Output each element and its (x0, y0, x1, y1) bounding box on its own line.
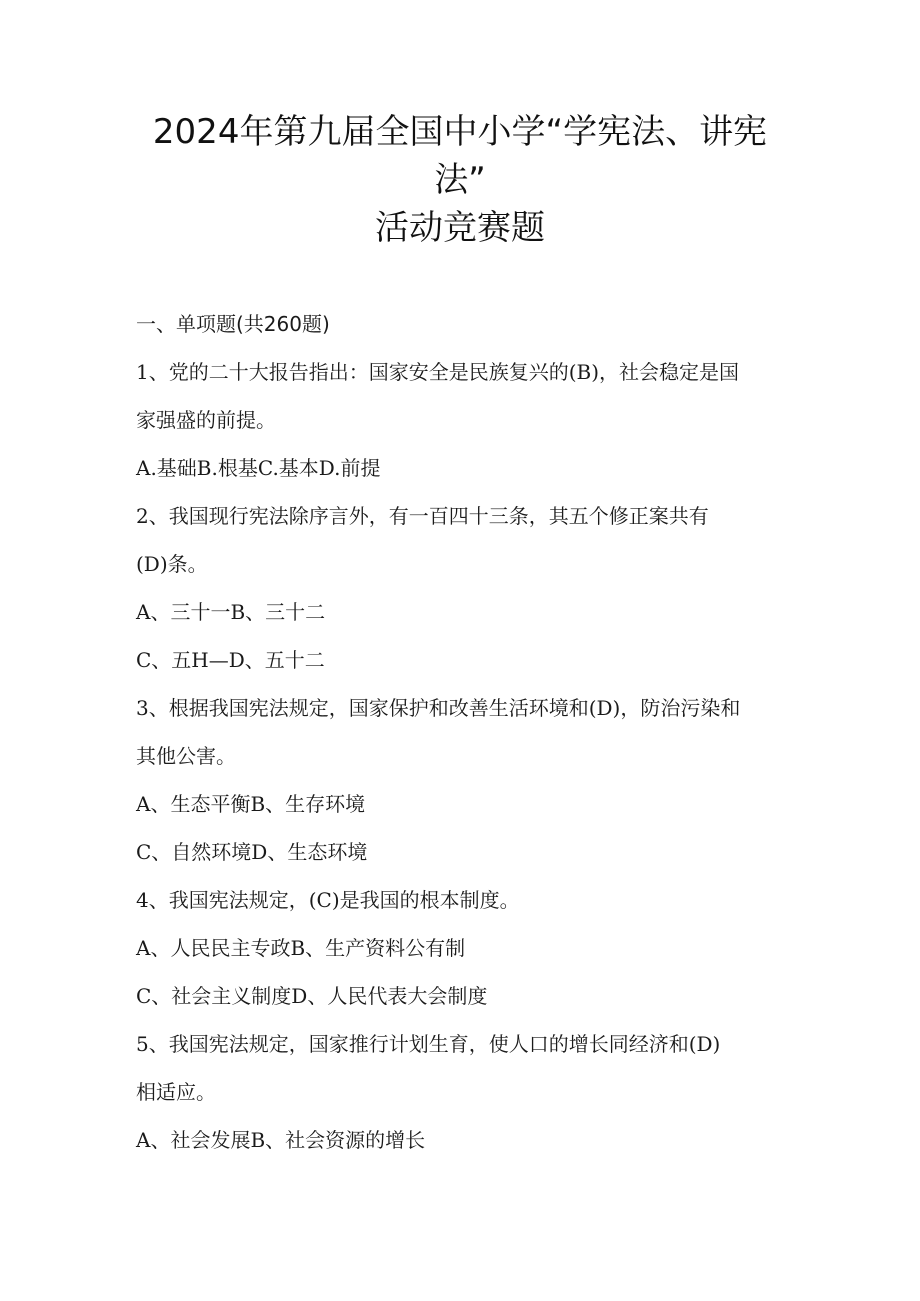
question-3-options-cd: C、自然环境D、生态环境 (136, 840, 368, 864)
question-4-line-1: 4、我国宪法规定，(C)是我国的根本制度。 (136, 888, 520, 912)
question-5-line-1: 5、我国宪法规定，国家推行计划生育，使人口的增长同经济和(D) (136, 1032, 721, 1056)
question-4-options-ab: A、人民民主专政B、生产资料公有制 (136, 936, 466, 960)
title-line-1: 2024年第九届全国中小学“学宪法、讲宪 (152, 112, 768, 152)
question-1-line-1: 1、党的二十大报告指出：国家安全是民族复兴的(B)，社会稳定是国 (136, 360, 740, 384)
question-5-line-2: 相适应。 (136, 1080, 216, 1104)
question-1-options: A.基础B.根基C.基本D.前提 (136, 456, 381, 480)
section-heading: 一、单项题(共260题) (136, 312, 330, 336)
question-5-options-ab: A、社会发展B、社会资源的增长 (136, 1128, 426, 1152)
question-2-line-2: (D)条。 (136, 552, 208, 576)
question-3-line-1: 3、根据我国宪法规定，国家保护和改善生活环境和(D)，防治污染和 (136, 696, 741, 720)
question-3-options-ab: A、生态平衡B、生存环境 (136, 792, 366, 816)
question-2-options-cd: C、五H—D、五十二 (136, 648, 325, 672)
question-2-options-ab: A、三十一B、三十二 (136, 600, 326, 624)
title-line-3: 活动竞赛题 (375, 208, 545, 248)
question-1-line-2: 家强盛的前提。 (136, 408, 276, 432)
question-3-line-2: 其他公害。 (136, 744, 236, 768)
title-line-2: 法” (434, 160, 486, 200)
question-4-options-cd: C、社会主义制度D、人民代表大会制度 (136, 984, 488, 1008)
question-2-line-1: 2、我国现行宪法除序言外，有一百四十三条，其五个修正案共有 (136, 504, 709, 528)
